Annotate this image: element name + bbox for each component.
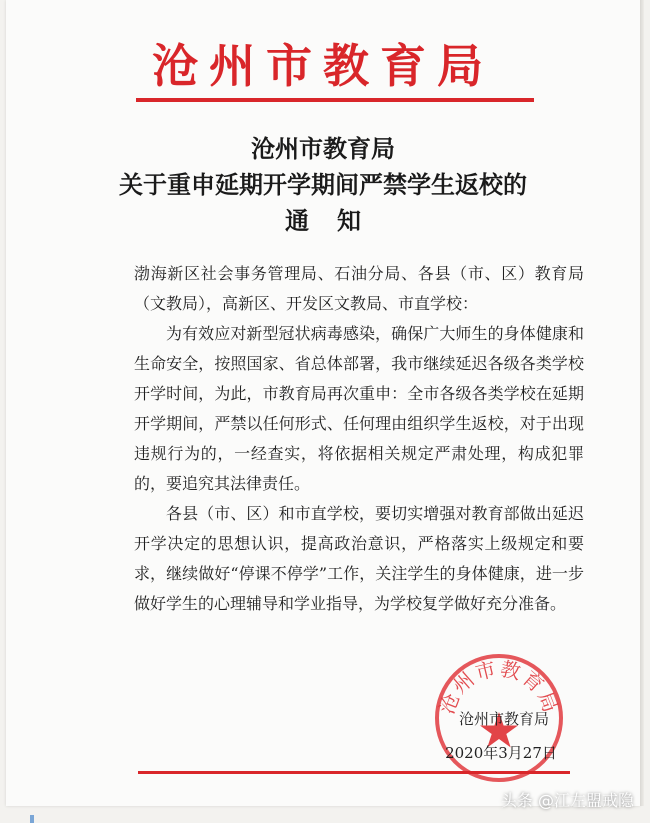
notice-title-line1: 沧州市教育局 [251,134,395,163]
watermark-text: 头条 @江左盟戒隐 [500,791,634,810]
footer-red-rule [138,771,570,774]
letterhead-red-rule [136,98,534,102]
page-edge-shadow [640,0,644,806]
corner-mark [30,815,34,823]
paragraph-1: 为有效应对新型冠状病毒感染，确保广大师生的身体健康和生命安全，按照国家、省总体部署，我市继续延迟各级各类学校开学时间，为此，市教育局再次重申：全市各级各类学校在延期开学期间，严禁以任何形式、任何理由组织学生返校，对于出现违规行为的，一经查实，将依据相关规定严肃处理，构成犯罪的，要追究其法律责任。 [134,324,584,493]
notice-title-line3: 通知 [285,206,389,235]
signature-org: 沧州市教育局 [458,710,549,728]
paragraph-2: 各县（市、区）和市直学校，要切实增强对教育部做出延迟开学决定的思想认识，提高政治意识，严格落实上级规定和要求，继续做好“停课不停学”工作，关注学生的身体健康，进一步做好学生的心理辅导和学业指导，为学校复学做好充分准备。 [134,504,584,613]
document-page [6,0,640,806]
notice-title-line2: 关于重申延期开学期间严禁学生返校的 [119,170,527,199]
addressee: 渤海新区社会事务管理局、石油分局、各县（市、区）教育局（文教局），高新区、开发区文教局、市直学校： [134,264,584,313]
notice-body [134,259,584,619]
seal-text: 沧州市教育局 [434,656,564,718]
signature-date: 2020年3月27日 [445,744,557,762]
letterhead-title: 沧州市教育局 [152,39,494,93]
